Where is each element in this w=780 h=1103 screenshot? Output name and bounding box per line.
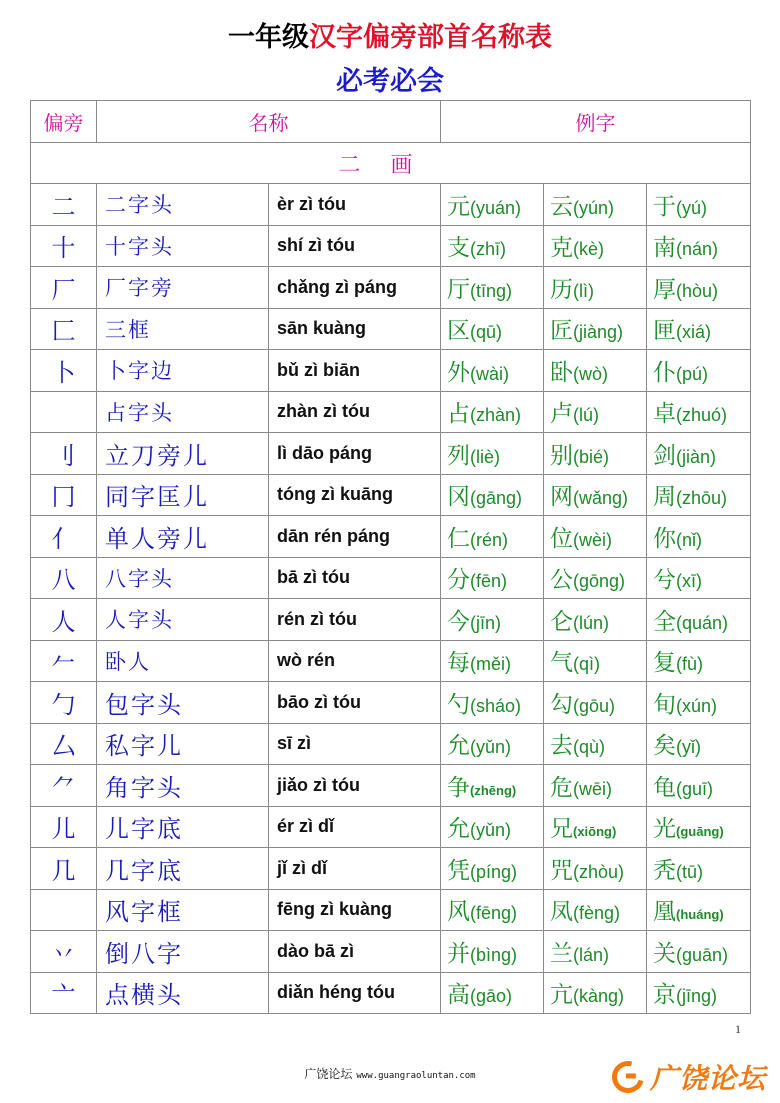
radical-cell: ⺈ (31, 765, 97, 807)
footer-url: www.guangraoluntan.com (356, 1071, 476, 1081)
example-pinyin: (yǔn) (470, 737, 512, 758)
example-character: 别 (550, 442, 573, 469)
radical-pinyin-cell: fēng zì kuàng (269, 889, 441, 931)
radical-pinyin-cell: shí zì tóu (269, 225, 441, 267)
radical-pinyin-cell: jǐ zì dǐ (269, 848, 441, 890)
radical-pinyin-cell: lì dāo páng (269, 433, 441, 475)
table-row (31, 640, 751, 682)
example-character: 风 (447, 899, 470, 926)
radical-cell: 匚 (31, 308, 97, 350)
example-character: 京 (653, 982, 676, 1009)
example-pinyin: (měi) (470, 654, 511, 675)
radical-pinyin-cell: ér zì dǐ (269, 806, 441, 848)
example-cell (544, 225, 647, 267)
table-row (31, 391, 751, 433)
example-cell (441, 184, 544, 226)
example-cell (441, 557, 544, 599)
example-cell (647, 557, 751, 599)
radical-cell: 人 (31, 599, 97, 641)
example-pinyin: (jīn) (470, 612, 501, 633)
radical-pinyin-cell: tóng zì kuāng (269, 474, 441, 516)
radical-pinyin-cell: bǔ zì biān (269, 350, 441, 392)
example-character: 关 (653, 940, 676, 967)
example-character: 去 (550, 733, 573, 760)
example-character: 仆 (653, 359, 676, 386)
radical-pinyin-cell: dào bā zì (269, 931, 441, 973)
example-pinyin: (qù) (573, 737, 606, 758)
example-cell (647, 723, 751, 765)
example-cell (647, 931, 751, 973)
example-character: 元 (447, 193, 470, 220)
radical-name-cell: 单人旁儿 (97, 516, 269, 558)
radical-pinyin-cell: wò rén (269, 640, 441, 682)
radical-name-cell: 点横头 (97, 972, 269, 1014)
example-pinyin: (guī) (676, 778, 714, 799)
example-character: 争 (447, 774, 470, 801)
radical-pinyin-cell: bā zì tóu (269, 557, 441, 599)
radical-name-cell: 卧人 (97, 640, 269, 682)
example-character: 兄 (550, 816, 573, 843)
example-character: 列 (447, 442, 470, 469)
example-pinyin: (wǎng) (573, 488, 629, 509)
example-pinyin: (qū) (470, 322, 503, 343)
radical-cell: 儿 (31, 806, 97, 848)
example-cell (441, 267, 544, 309)
example-pinyin: (píng) (470, 861, 518, 882)
example-cell (441, 806, 544, 848)
example-character: 矣 (653, 733, 676, 760)
example-pinyin: (sháo) (470, 695, 522, 716)
example-cell (544, 765, 647, 807)
example-cell (647, 806, 751, 848)
example-pinyin: (lì) (573, 280, 594, 301)
radical-cell: 二 (31, 184, 97, 226)
example-cell (647, 972, 751, 1014)
example-pinyin: (xiōng) (573, 824, 617, 840)
example-cell (544, 308, 647, 350)
radical-cell: 十 (31, 225, 97, 267)
radical-cell: 几 (31, 848, 97, 890)
example-pinyin: (zhòu) (573, 861, 625, 882)
section-title: 二画 (31, 143, 751, 184)
table-row (31, 516, 751, 558)
example-pinyin: (xī) (676, 571, 702, 592)
example-pinyin: (fù) (676, 654, 703, 675)
table-row (31, 806, 751, 848)
example-character: 勾 (550, 691, 573, 718)
radical-cell: 厶 (31, 723, 97, 765)
example-pinyin: (wèi) (573, 529, 612, 550)
example-character: 秃 (653, 857, 676, 884)
example-character: 公 (550, 567, 573, 594)
example-cell (544, 474, 647, 516)
example-character: 位 (550, 525, 573, 552)
radical-cell: 𠂉 (31, 640, 97, 682)
example-pinyin: (lún) (573, 612, 610, 633)
example-cell (647, 848, 751, 890)
radical-name-cell: 倒八字 (97, 931, 269, 973)
table-row (31, 433, 751, 475)
example-character: 光 (653, 816, 676, 843)
header-radical: 偏旁 (31, 101, 97, 143)
example-cell (647, 889, 751, 931)
example-cell (441, 391, 544, 433)
header-examples: 例字 (441, 101, 751, 143)
example-character: 允 (447, 816, 470, 843)
table-row (31, 765, 751, 807)
example-cell (544, 433, 647, 475)
header-name: 名称 (97, 101, 441, 143)
example-pinyin: (zhuó) (676, 405, 728, 426)
example-character: 外 (447, 359, 470, 386)
radical-pinyin-cell: èr zì tóu (269, 184, 441, 226)
example-cell (441, 599, 544, 641)
example-character: 厅 (447, 276, 470, 303)
radical-name-cell: 包字头 (97, 682, 269, 724)
table-row (31, 682, 751, 724)
table-row (31, 350, 751, 392)
example-cell (441, 474, 544, 516)
example-character: 兮 (653, 567, 676, 594)
page-subtitle: 必考必会 (336, 66, 444, 97)
example-character: 匣 (653, 318, 676, 345)
example-character: 卢 (550, 401, 573, 428)
example-pinyin: (zhēng) (470, 782, 517, 798)
example-cell (544, 806, 647, 848)
radical-name-cell: 儿字底 (97, 806, 269, 848)
radical-name-cell: 卜字边 (97, 350, 269, 392)
example-cell (544, 557, 647, 599)
example-character: 区 (447, 318, 470, 345)
radical-name-cell: 厂字旁 (97, 267, 269, 309)
example-cell (441, 682, 544, 724)
radical-cell: 丷 (31, 931, 97, 973)
example-character: 卧 (550, 359, 573, 386)
example-character: 周 (653, 484, 676, 511)
example-cell (441, 308, 544, 350)
radical-cell: 勹 (31, 682, 97, 724)
example-pinyin: (zhàn) (470, 405, 522, 426)
example-pinyin: (quán) (676, 612, 729, 633)
page-title (0, 18, 780, 58)
example-pinyin: (yǐ) (676, 737, 701, 758)
example-character: 咒 (550, 857, 573, 884)
example-character: 你 (653, 525, 676, 552)
example-pinyin: (liè) (470, 446, 500, 467)
radical-pinyin-cell: zhàn zì tóu (269, 391, 441, 433)
example-cell (647, 516, 751, 558)
example-cell (441, 723, 544, 765)
radical-pinyin-cell: dān rén páng (269, 516, 441, 558)
example-pinyin: (kè) (573, 239, 604, 260)
table-row (31, 599, 751, 641)
example-character: 每 (447, 650, 470, 677)
radical-name-cell: 占字头 (97, 391, 269, 433)
example-pinyin: (fèng) (573, 903, 621, 924)
example-character: 凭 (447, 857, 470, 884)
example-pinyin: (fēn) (470, 571, 508, 592)
example-pinyin: (xún) (676, 695, 718, 716)
example-character: 亢 (550, 982, 573, 1009)
radical-name-cell: 人字头 (97, 599, 269, 641)
radical-cell: 厂 (31, 267, 97, 309)
example-cell (441, 848, 544, 890)
example-pinyin: (gōng) (573, 571, 626, 592)
example-pinyin: (pú) (676, 363, 709, 384)
table-row (31, 723, 751, 765)
example-pinyin: (yú) (676, 197, 707, 218)
example-character: 龟 (653, 774, 676, 801)
example-pinyin: (zhōu) (676, 488, 728, 509)
radical-cell: 卜 (31, 350, 97, 392)
example-pinyin: (nǐ) (676, 529, 702, 550)
example-cell (647, 225, 751, 267)
example-cell (647, 184, 751, 226)
example-character: 历 (550, 276, 573, 303)
example-character: 复 (653, 650, 676, 677)
example-pinyin: (xiá) (676, 322, 711, 343)
radical-name-cell: 角字头 (97, 765, 269, 807)
example-character: 支 (447, 235, 470, 262)
example-cell (544, 931, 647, 973)
example-pinyin: (gāng) (470, 488, 523, 509)
table-row (31, 848, 751, 890)
example-character: 全 (653, 608, 676, 635)
radical-cell: 八 (31, 557, 97, 599)
example-pinyin: (guāng) (676, 824, 724, 840)
example-cell (441, 889, 544, 931)
example-character: 网 (550, 484, 573, 511)
example-pinyin: (lú) (573, 405, 599, 426)
example-pinyin: (tū) (676, 861, 703, 882)
table-row (31, 184, 751, 226)
footer-site-name: 广饶论坛 (304, 1067, 353, 1081)
example-pinyin: (wēi) (573, 778, 612, 799)
example-character: 允 (447, 733, 470, 760)
example-character: 云 (550, 193, 573, 220)
page-number: 1 (735, 1022, 741, 1036)
example-pinyin: (yuán) (470, 197, 522, 218)
example-pinyin: (wài) (470, 363, 509, 384)
example-cell (441, 350, 544, 392)
radical-name-cell: 私字儿 (97, 723, 269, 765)
radical-pinyin-cell: rén zì tóu (269, 599, 441, 641)
example-character: 气 (550, 650, 573, 677)
table-row (31, 889, 751, 931)
example-pinyin: (lán) (573, 944, 610, 965)
example-cell (647, 599, 751, 641)
radical-cell (31, 889, 97, 931)
example-cell (544, 267, 647, 309)
example-character: 厚 (653, 276, 676, 303)
example-pinyin: (bìng) (470, 944, 518, 965)
example-pinyin: (jīng) (676, 986, 718, 1007)
example-character: 仁 (447, 525, 470, 552)
example-character: 凤 (550, 899, 573, 926)
example-pinyin: (gāo) (470, 986, 513, 1007)
example-cell (544, 682, 647, 724)
example-character: 勺 (447, 691, 470, 718)
example-cell (441, 225, 544, 267)
radical-name-cell: 八字头 (97, 557, 269, 599)
radical-pinyin-cell: sī zì (269, 723, 441, 765)
example-cell (647, 682, 751, 724)
section-row (31, 143, 751, 184)
radical-name-cell: 几字底 (97, 848, 269, 890)
example-cell (544, 350, 647, 392)
example-character: 凰 (653, 899, 676, 926)
example-pinyin: (guān) (676, 944, 729, 965)
example-cell (441, 765, 544, 807)
example-cell (647, 391, 751, 433)
radical-cell: 冂 (31, 474, 97, 516)
site-logo (612, 1052, 777, 1102)
radical-pinyin-cell: jiǎo zì tóu (269, 765, 441, 807)
radical-pinyin-cell: diǎn héng tóu (269, 972, 441, 1014)
example-character: 今 (447, 608, 470, 635)
example-cell (544, 723, 647, 765)
example-character: 剑 (653, 442, 676, 469)
radical-pinyin-cell: bāo zì tóu (269, 682, 441, 724)
table-row (31, 474, 751, 516)
example-pinyin: (gōu) (573, 695, 616, 716)
example-cell (544, 889, 647, 931)
example-character: 卓 (653, 401, 676, 428)
page-title-grade: 一年级 (228, 22, 309, 53)
example-character: 危 (550, 774, 573, 801)
example-cell (647, 474, 751, 516)
example-character: 旬 (653, 691, 676, 718)
example-character: 南 (653, 235, 676, 262)
example-pinyin: (wò) (573, 363, 608, 384)
radical-name-cell: 十字头 (97, 225, 269, 267)
example-pinyin: (yǔn) (470, 820, 512, 841)
example-pinyin: (jiàn) (676, 446, 717, 467)
example-cell (544, 184, 647, 226)
radical-cell: 亻 (31, 516, 97, 558)
radical-cell: 刂 (31, 433, 97, 475)
radical-name-cell: 同字匡儿 (97, 474, 269, 516)
example-cell (647, 308, 751, 350)
example-cell (441, 931, 544, 973)
example-pinyin: (fēng) (470, 903, 518, 924)
table-row (31, 931, 751, 973)
example-pinyin: (zhī) (470, 239, 506, 260)
example-cell (544, 599, 647, 641)
example-pinyin: (bié) (573, 446, 610, 467)
example-pinyin: (qì) (573, 654, 600, 675)
logo-text: 广饶论坛 (650, 1062, 767, 1095)
example-cell (647, 433, 751, 475)
page-title-main: 汉字偏旁部首名称表 (309, 22, 552, 53)
example-cell (441, 972, 544, 1014)
radical-pinyin-cell: chǎng zì páng (269, 267, 441, 309)
example-character: 匠 (550, 318, 573, 345)
example-pinyin: (yún) (573, 197, 615, 218)
example-cell (647, 350, 751, 392)
table-row (31, 267, 751, 309)
example-pinyin: (jiàng) (573, 322, 624, 343)
example-cell (647, 267, 751, 309)
example-character: 冈 (447, 484, 470, 511)
table-row (31, 972, 751, 1014)
example-cell (441, 516, 544, 558)
radical-name-cell: 立刀旁儿 (97, 433, 269, 475)
example-pinyin: (nán) (676, 239, 719, 260)
example-cell (441, 640, 544, 682)
example-cell (647, 765, 751, 807)
example-cell (544, 516, 647, 558)
example-pinyin: (rén) (470, 529, 509, 550)
example-character: 占 (447, 401, 470, 428)
logo-mark-icon (606, 1055, 650, 1099)
radical-name-cell: 三框 (97, 308, 269, 350)
example-pinyin: (tīng) (470, 280, 513, 301)
radical-pinyin-cell: sān kuàng (269, 308, 441, 350)
radical-cell: 亠 (31, 972, 97, 1014)
example-pinyin: (hòu) (676, 280, 719, 301)
example-character: 仑 (550, 608, 573, 635)
example-character: 高 (447, 982, 470, 1009)
example-character: 并 (447, 940, 470, 967)
example-character: 兰 (550, 940, 573, 967)
table-row (31, 557, 751, 599)
example-cell (544, 972, 647, 1014)
example-cell (441, 433, 544, 475)
table-row (31, 308, 751, 350)
radical-table (30, 100, 751, 1014)
table-row (31, 225, 751, 267)
radical-name-cell: 二字头 (97, 184, 269, 226)
example-cell (544, 391, 647, 433)
example-pinyin: (kàng) (573, 986, 625, 1007)
example-character: 于 (653, 193, 676, 220)
example-cell (544, 640, 647, 682)
example-character: 分 (447, 567, 470, 594)
example-pinyin: (huáng) (676, 907, 724, 923)
example-cell (647, 640, 751, 682)
table-header-row (31, 101, 751, 143)
example-character: 克 (550, 235, 573, 262)
radical-name-cell: 风字框 (97, 889, 269, 931)
radical-cell (31, 391, 97, 433)
example-cell (544, 848, 647, 890)
